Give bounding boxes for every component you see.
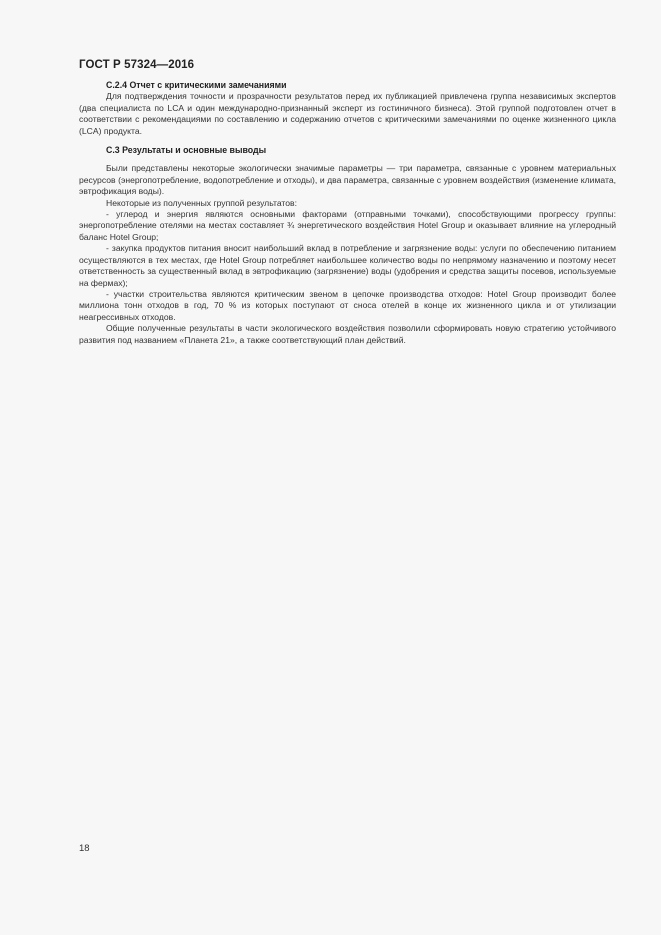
paragraph-c3-intro: Были представлены некоторые экологически значимые параметры — три параметра, связанные с уровнем материальных ресурсов (энергопотребление, водопотребление и отходы), и два параметра, связанные с уровнем воздействия (изменение климата, эвтрофикация воды).	[79, 163, 616, 197]
section-title-c24: С.2.4 Отчет с критическими замечаниями	[106, 80, 287, 90]
list-item-food-purchasing: - закупка продуктов питания вносит наибольший вклад в потребление и загрязнение воды: услуги по обеспечению питанием осуществляются в тех местах, где Hotel Group потребляет наибольшее количество воды по непрямому назначению и поэтому несет ответственность за существенный вклад в эвтрофикацию (загрязнение) воды (удобрения и средства защиты посевов, используемые на фермах);	[79, 243, 616, 288]
paragraph-c3-conclusion: Общие полученные результаты в части экологического воздействия позволили сформировать новую стратегию устойчивого развития под названием «Планета 21», а также соответствующий план действий.	[79, 323, 616, 345]
paragraph-c24-1: Для подтверждения точности и прозрачности результатов перед их публикацией привлечена группа независимых экспертов (два специалиста по LCA и один международно-признанный эксперт из гостиничного бизнеса). Этой группой подготовлен отчет в соответствии с рекомендациями по составлению и содержанию отчетов с критическими замечаниями по оценке жизненного цикла (LCA) продукта.	[79, 91, 616, 136]
document-header-id: ГОСТ Р 57324—2016	[79, 59, 195, 71]
document-body	[79, 80, 616, 346]
list-item-carbon-energy: - углерод и энергия являются основными факторами (отправными точками), способствующими прогрессу группы: энергопотребление отелями на местах составляет ¾ энергетического воздействия Hotel Group и оказывает влияние на углеродный баланс Hotel Group;	[79, 209, 616, 242]
page-number: 18	[79, 843, 90, 854]
section-title-c3: С.3 Результаты и основные выводы	[106, 145, 267, 156]
paragraph-c3-results-lead: Некоторые из полученных группой результатов:	[106, 197, 297, 208]
list-item-construction-waste: - участки строительства являются критическим звеном в цепочке производства отходов: Hotel Group производит более миллиона тонн отходов в год, 70 % из которых поступают от сноса отелей в конце их жизненного цикла и от утилизации неагрессивных отходов.	[79, 288, 616, 322]
